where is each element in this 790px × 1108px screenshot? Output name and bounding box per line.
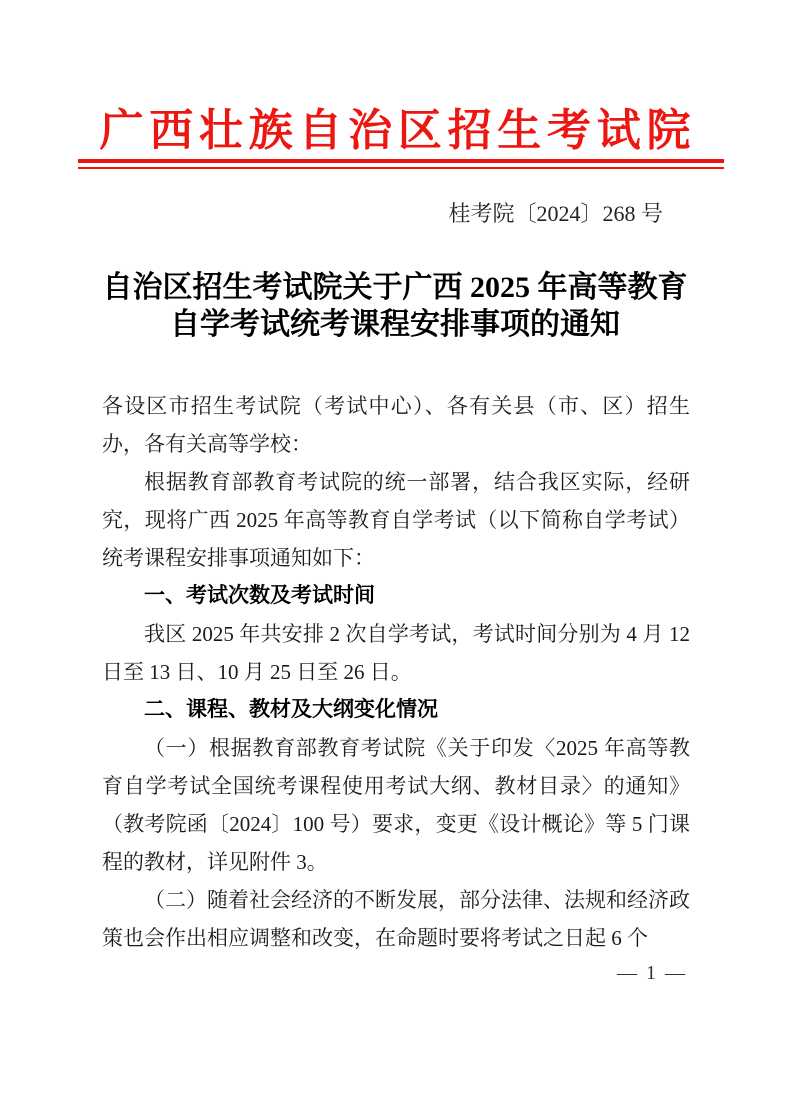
document-title-line2: 自学考试统考课程安排事项的通知 (170, 308, 620, 341)
body-paragraph: 我区 2025 年共安排 2 次自学考试，考试时间分别为 4 月 12 日至 13 日、10 月 25 日至 26 日。 (102, 622, 690, 684)
body-paragraph: （二）随着社会经济的不断发展，部分法律、法规和经济政策也会作出相应调整和改变，在命题时要将考试之日起 6 个 (102, 888, 690, 950)
page-number: — 1 — (617, 962, 687, 984)
body-paragraph: 各设区市招生考试院（考试中心）、各有关县（市、区）招生办，各有关高等学校： (102, 394, 690, 456)
body-paragraph: 根据教育部教育考试院的统一部署，结合我区实际，经研究，现将广西 2025 年高等教育自学考试（以下简称自学考试）统考课程安排事项通知如下： (102, 470, 690, 570)
masthead-double-rule (78, 159, 724, 169)
section-heading: 二、课程、教材及大纲变化情况 (144, 698, 438, 721)
body-paragraph: （一）根据教育部教育考试院《关于印发〈2025 年高等教育自学考试全国统考课程使用考试大纲、教材目录〉的通知》（教考院函〔2024〕100 号）要求，变更《设计概论》等 5 门课程的教材，详见附件 3。 (102, 736, 690, 874)
section-heading: 一、考试次数及考试时间 (144, 584, 375, 607)
document-title (0, 269, 790, 343)
document-body (102, 387, 690, 957)
agency-masthead: 广西壮族自治区招生考试院 (99, 106, 697, 155)
document-number: 桂考院〔2024〕268 号 (448, 201, 663, 226)
document-title-line1: 自治区招生考试院关于广西 2025 年高等教育 (102, 271, 688, 304)
